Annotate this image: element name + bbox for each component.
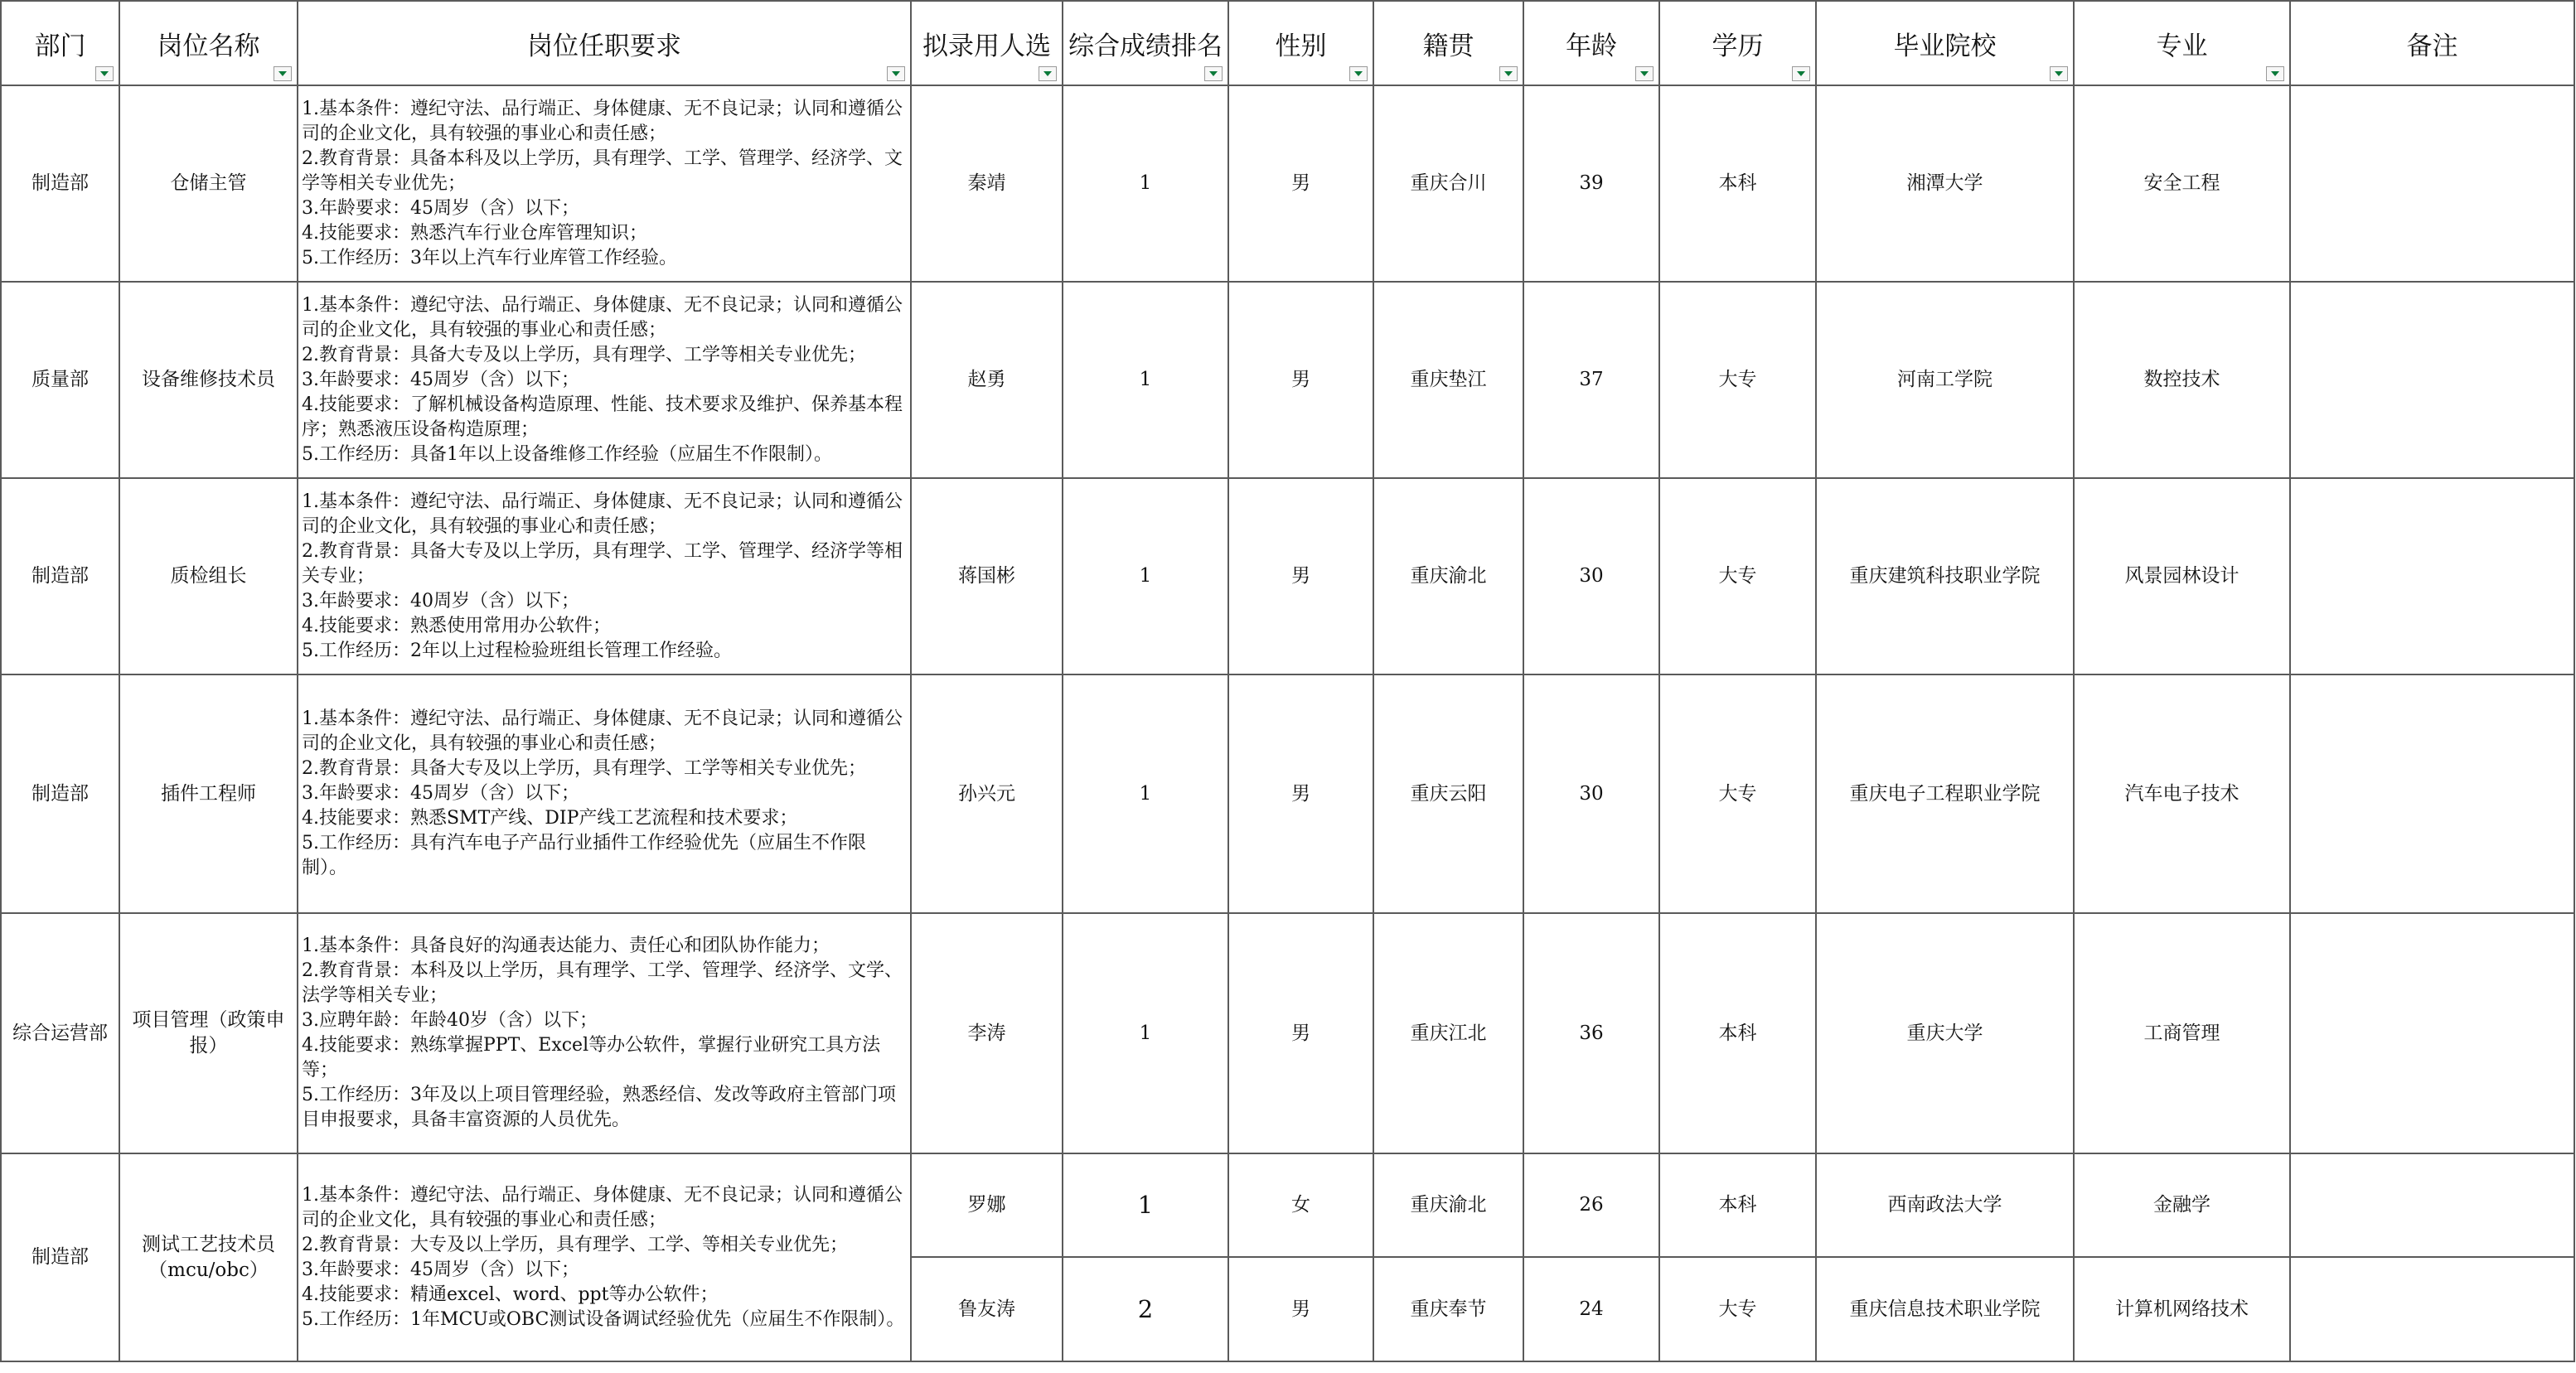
cell-major[interactable]: 汽车电子技术 [2074, 674, 2290, 913]
cell-dept[interactable]: 综合运营部 [1, 913, 119, 1153]
cell-position[interactable]: 插件工程师 [119, 674, 298, 913]
cell-remarks[interactable] [2290, 282, 2574, 478]
filter-dropdown-icon[interactable] [1635, 66, 1654, 81]
filter-dropdown-icon[interactable] [1039, 66, 1057, 81]
cell-gender[interactable]: 男 [1228, 478, 1373, 674]
filter-dropdown-icon[interactable] [1204, 66, 1223, 81]
cell-candidate[interactable]: 孙兴元 [911, 674, 1063, 913]
header-row [1, 1, 2574, 85]
cell-position[interactable]: 项目管理（政策申报） [119, 913, 298, 1153]
filter-dropdown-icon[interactable] [1792, 66, 1810, 81]
header-education [1659, 1, 1816, 85]
cell-age[interactable]: 30 [1523, 674, 1659, 913]
cell-school[interactable]: 重庆建筑科技职业学院 [1816, 478, 2074, 674]
cell-education[interactable]: 本科 [1659, 913, 1816, 1153]
header-candidate [911, 1, 1063, 85]
cell-age[interactable]: 26 [1523, 1153, 1659, 1257]
cell-age[interactable]: 37 [1523, 282, 1659, 478]
cell-education[interactable]: 本科 [1659, 1153, 1816, 1257]
table-row [1, 1153, 2574, 1257]
cell-rank[interactable]: 1 [1063, 85, 1228, 282]
cell-candidate[interactable]: 赵勇 [911, 282, 1063, 478]
cell-dept[interactable]: 制造部 [1, 478, 119, 674]
cell-major[interactable]: 安全工程 [2074, 85, 2290, 282]
header-label: 拟录用人选 [922, 31, 1051, 61]
cell-requirements[interactable]: 1.基本条件：遵纪守法、品行端正、身体健康、无不良记录；认同和遵循公司的企业文化，具有较强的事业心和责任感； 2.教育背景：大专及以上学历，具有理学、工学、等相关专业优先； 3.年龄要求：45周岁（含）以下； 4.技能要求：精通excel、word、ppt等办公软件； 5.工作经历：1年MCU或OBC测试设备调试经验优先（应届生不作限制）。 [298, 1153, 911, 1361]
header-major [2074, 1, 2290, 85]
cell-age[interactable]: 24 [1523, 1257, 1659, 1361]
cell-position[interactable]: 质检组长 [119, 478, 298, 674]
cell-rank[interactable]: 1 [1063, 1153, 1228, 1257]
cell-education[interactable]: 本科 [1659, 85, 1816, 282]
cell-remarks[interactable] [2290, 674, 2574, 913]
header-native-place [1373, 1, 1523, 85]
header-label: 岗位名称 [157, 31, 260, 61]
filter-dropdown-icon[interactable] [2266, 66, 2284, 81]
cell-position[interactable]: 设备维修技术员 [119, 282, 298, 478]
cell-requirements[interactable]: 1.基本条件：遵纪守法、品行端正、身体健康、无不良记录；认同和遵循公司的企业文化，具有较强的事业心和责任感； 2.教育背景：具备大专及以上学历，具有理学、工学等相关专业优先； 3.年龄要求：45周岁（含）以下； 4.技能要求：熟悉SMT产线、DIP产线工艺流程和技术要求； 5.工作经历：具有汽车电子产品行业插件工作经验优先（应届生不作限制）。 [298, 674, 911, 913]
header-label: 部门 [34, 31, 86, 61]
cell-candidate[interactable]: 秦靖 [911, 85, 1063, 282]
cell-rank[interactable]: 1 [1063, 478, 1228, 674]
cell-remarks[interactable] [2290, 85, 2574, 282]
cell-native-place[interactable]: 重庆合川 [1373, 85, 1523, 282]
filter-dropdown-icon[interactable] [1349, 66, 1368, 81]
cell-education[interactable]: 大专 [1659, 282, 1816, 478]
cell-rank[interactable]: 1 [1063, 282, 1228, 478]
cell-major[interactable]: 金融学 [2074, 1153, 2290, 1257]
cell-dept[interactable]: 制造部 [1, 85, 119, 282]
filter-dropdown-icon[interactable] [95, 66, 114, 81]
cell-remarks[interactable] [2290, 913, 2574, 1153]
cell-native-place[interactable]: 重庆云阳 [1373, 674, 1523, 913]
header-remarks [2290, 1, 2574, 85]
header-dept [1, 1, 119, 85]
filter-dropdown-icon[interactable] [887, 66, 905, 81]
cell-major[interactable]: 工商管理 [2074, 913, 2290, 1153]
cell-candidate[interactable]: 蒋国彬 [911, 478, 1063, 674]
cell-requirements[interactable]: 1.基本条件：遵纪守法、品行端正、身体健康、无不良记录；认同和遵循公司的企业文化，具有较强的事业心和责任感； 2.教育背景：具备大专及以上学历，具有理学、工学、管理学、经济学等相关专业； 3.年龄要求：40周岁（含）以下； 4.技能要求：熟悉使用常用办公软件； 5.工作经历：2年以上过程检验班组长管理工作经验。 [298, 478, 911, 674]
cell-native-place[interactable]: 重庆垫江 [1373, 282, 1523, 478]
cell-dept[interactable]: 制造部 [1, 1153, 119, 1361]
cell-gender[interactable]: 男 [1228, 674, 1373, 913]
cell-remarks[interactable] [2290, 478, 2574, 674]
cell-requirements[interactable]: 1.基本条件：遵纪守法、品行端正、身体健康、无不良记录；认同和遵循公司的企业文化，具有较强的事业心和责任感； 2.教育背景：具备本科及以上学历，具有理学、工学、管理学、经济学、文学等相关专业优先； 3.年龄要求：45周岁（含）以下； 4.技能要求：熟悉汽车行业仓库管理知识； 5.工作经历：3年以上汽车行业库管工作经验。 [298, 85, 911, 282]
header-gender [1228, 1, 1373, 85]
cell-age[interactable]: 39 [1523, 85, 1659, 282]
table-row [1, 85, 2574, 282]
filter-dropdown-icon[interactable] [1499, 66, 1518, 81]
cell-position[interactable]: 仓储主管 [119, 85, 298, 282]
header-label: 备注 [2406, 31, 2458, 61]
cell-gender[interactable]: 男 [1228, 85, 1373, 282]
table-row [1, 478, 2574, 674]
cell-gender[interactable]: 男 [1228, 913, 1373, 1153]
header-label: 年龄 [1566, 31, 1617, 61]
cell-gender[interactable]: 男 [1228, 1257, 1373, 1361]
cell-native-place[interactable]: 重庆渝北 [1373, 478, 1523, 674]
header-age [1523, 1, 1659, 85]
header-label: 综合成绩排名 [1068, 31, 1223, 61]
cell-native-place[interactable]: 重庆奉节 [1373, 1257, 1523, 1361]
header-rank [1063, 1, 1228, 85]
cell-remarks[interactable] [2290, 1257, 2574, 1361]
cell-candidate[interactable]: 罗娜 [911, 1153, 1063, 1257]
filter-dropdown-icon[interactable] [274, 66, 292, 81]
header-label: 学历 [1712, 31, 1764, 61]
cell-major[interactable]: 数控技术 [2074, 282, 2290, 478]
header-school [1816, 1, 2074, 85]
cell-remarks[interactable] [2290, 1153, 2574, 1257]
table-row [1, 674, 2574, 913]
cell-age[interactable]: 30 [1523, 478, 1659, 674]
cell-education[interactable]: 大专 [1659, 1257, 1816, 1361]
cell-school[interactable]: 重庆大学 [1816, 913, 2074, 1153]
header-label: 籍贯 [1422, 31, 1474, 61]
cell-gender[interactable]: 女 [1228, 1153, 1373, 1257]
cell-position[interactable]: 测试工艺技术员（mcu/obc） [119, 1153, 298, 1361]
cell-major[interactable]: 风景园林设计 [2074, 478, 2290, 674]
header-label: 岗位任职要求 [527, 31, 681, 61]
cell-requirements[interactable]: 1.基本条件：具备良好的沟通表达能力、责任心和团队协作能力； 2.教育背景：本科及以上学历，具有理学、工学、管理学、经济学、文学、法学等相关专业； 3.应聘年龄：年龄40岁（含）以下； 4.技能要求：熟练掌握PPT、Excel等办公软件，掌握行业研究工具方法等； 5.工作经历：3年及以上项目管理经验，熟悉经信、发改等政府主管部门项目申报要求，具备丰富资源的人员优先。 [298, 913, 911, 1153]
cell-school[interactable]: 西南政法大学 [1816, 1153, 2074, 1257]
cell-rank[interactable]: 1 [1063, 913, 1228, 1153]
cell-major[interactable]: 计算机网络技术 [2074, 1257, 2290, 1361]
header-label: 性别 [1275, 31, 1327, 61]
cell-school[interactable]: 重庆电子工程职业学院 [1816, 674, 2074, 913]
cell-school[interactable]: 河南工学院 [1816, 282, 2074, 478]
cell-age[interactable]: 36 [1523, 913, 1659, 1153]
header-position [119, 1, 298, 85]
cell-gender[interactable]: 男 [1228, 282, 1373, 478]
table-row [1, 913, 2574, 1153]
header-requirements [298, 1, 911, 85]
cell-education[interactable]: 大专 [1659, 478, 1816, 674]
cell-school[interactable]: 重庆信息技术职业学院 [1816, 1257, 2074, 1361]
filter-dropdown-icon[interactable] [2050, 66, 2068, 81]
cell-candidate[interactable]: 鲁友涛 [911, 1257, 1063, 1361]
cell-dept[interactable]: 质量部 [1, 282, 119, 478]
cell-rank[interactable]: 1 [1063, 674, 1228, 913]
cell-requirements[interactable]: 1.基本条件：遵纪守法、品行端正、身体健康、无不良记录；认同和遵循公司的企业文化，具有较强的事业心和责任感； 2.教育背景：具备大专及以上学历，具有理学、工学等相关专业优先； 3.年龄要求：45周岁（含）以下； 4.技能要求：了解机械设备构造原理、性能、技术要求及维护、保养基本程序；熟悉液压设备构造原理； 5.工作经历：具备1年以上设备维修工作经验（应届生不作限制）。 [298, 282, 911, 478]
cell-candidate[interactable]: 李涛 [911, 913, 1063, 1153]
table-row [1, 282, 2574, 478]
cell-native-place[interactable]: 重庆渝北 [1373, 1153, 1523, 1257]
cell-rank[interactable]: 2 [1063, 1257, 1228, 1361]
header-label: 毕业院校 [1893, 31, 1997, 61]
cell-education[interactable]: 大专 [1659, 674, 1816, 913]
cell-dept[interactable]: 制造部 [1, 674, 119, 913]
cell-school[interactable]: 湘潭大学 [1816, 85, 2074, 282]
cell-native-place[interactable]: 重庆江北 [1373, 913, 1523, 1153]
header-label: 专业 [2156, 31, 2208, 61]
